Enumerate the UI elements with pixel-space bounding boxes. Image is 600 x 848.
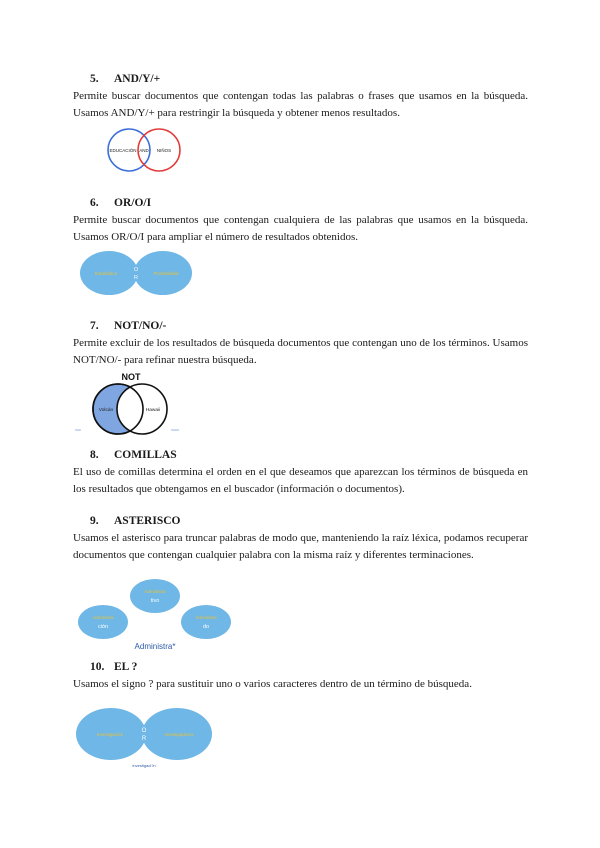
question-left-label: Investigación (96, 732, 124, 737)
and-left-label: EDUCACIÓN (109, 148, 137, 153)
section-text: Permite excluir de los resultados de búsqueda documentos que contengan uno de los términos. Usamos NOT/NO/- para refinar nuestra búsqueda. (73, 337, 528, 366)
not-left-label: Volcán (98, 408, 114, 413)
section-comillas (73, 449, 528, 498)
section-heading: 8. COMILLAS (90, 449, 177, 461)
not-venn-diagram (75, 369, 187, 435)
asterisco-root-label: Administra* (134, 642, 176, 651)
section-text: El uso de comillas determina el orden en el que deseamos que aparezcan los términos de búsqueda en los resultados que obtengamos en el buscador (información o documentos). (73, 466, 528, 495)
section-heading: 7. NOT/NO/- (90, 320, 167, 332)
section-heading: 6. OR/O/I (90, 197, 152, 209)
asterisco-bubble-suffix: ción (97, 624, 109, 630)
or-right-label: Probabilidad (153, 271, 179, 276)
section-and (73, 73, 528, 122)
section-text: Usamos el signo ? para sustituir uno o varios caracteres dentro de un término de búsqueda. (73, 678, 472, 690)
asterisco-bubble-root: Administra (144, 589, 166, 594)
question-caption: Investigaci?n (132, 763, 156, 768)
section-heading: 9. ASTERISCO (90, 515, 181, 527)
asterisco-diagram (76, 578, 246, 652)
asterisco-bubble-root: Administra (195, 615, 217, 620)
or-diagram (80, 250, 192, 296)
or-separator-bottom: R (134, 275, 138, 281)
section-or (73, 197, 528, 246)
interrogacion-diagram (76, 707, 216, 769)
asterisco-bubble-top (130, 579, 180, 613)
and-right-label: NIÑOS (156, 148, 172, 153)
and-center-label: AND (139, 148, 149, 153)
section-text: Permite buscar documentos que contengan todas las palabras o frases que usamos en la búsqueda. Usamos AND/Y/+ para restringir la búsqueda y obtener menos resultados. (73, 90, 528, 119)
asterisco-bubble-left (78, 605, 128, 639)
section-asterisco (73, 515, 528, 564)
not-label: NOT (121, 372, 141, 382)
section-interrogacion (73, 661, 528, 693)
asterisco-bubble-suffix: tivo (150, 598, 160, 604)
section-heading: 10. EL ? (90, 661, 138, 673)
section-text: Permite buscar documentos que contengan cualquiera de las palabras que usamos en la búsqueda. Usamos OR/O/I para ampliar el número de resultados obtenidos. (73, 214, 528, 243)
asterisco-bubble-right (181, 605, 231, 639)
question-separator-bottom: R (141, 736, 147, 742)
or-left-label: Estadística (94, 271, 118, 276)
asterisco-bubble-root: Administra (92, 615, 114, 620)
section-not (73, 320, 528, 369)
and-venn-diagram (104, 126, 186, 174)
asterisco-bubble-suffix: do (202, 624, 210, 630)
section-text: Usamos el asterisco para truncar palabras de modo que, manteniendo la raíz léxica, podamos recuperar documentos que contengan cualquier palabra con la misma raíz y diferentes terminaciones. (73, 532, 528, 561)
or-separator-top: O (133, 267, 139, 273)
section-heading: 5. AND/Y/+ (90, 73, 161, 85)
question-right-label: Investigadores (164, 732, 194, 737)
not-right-label: Hawaii (145, 408, 161, 413)
question-separator-top: O (141, 728, 147, 734)
